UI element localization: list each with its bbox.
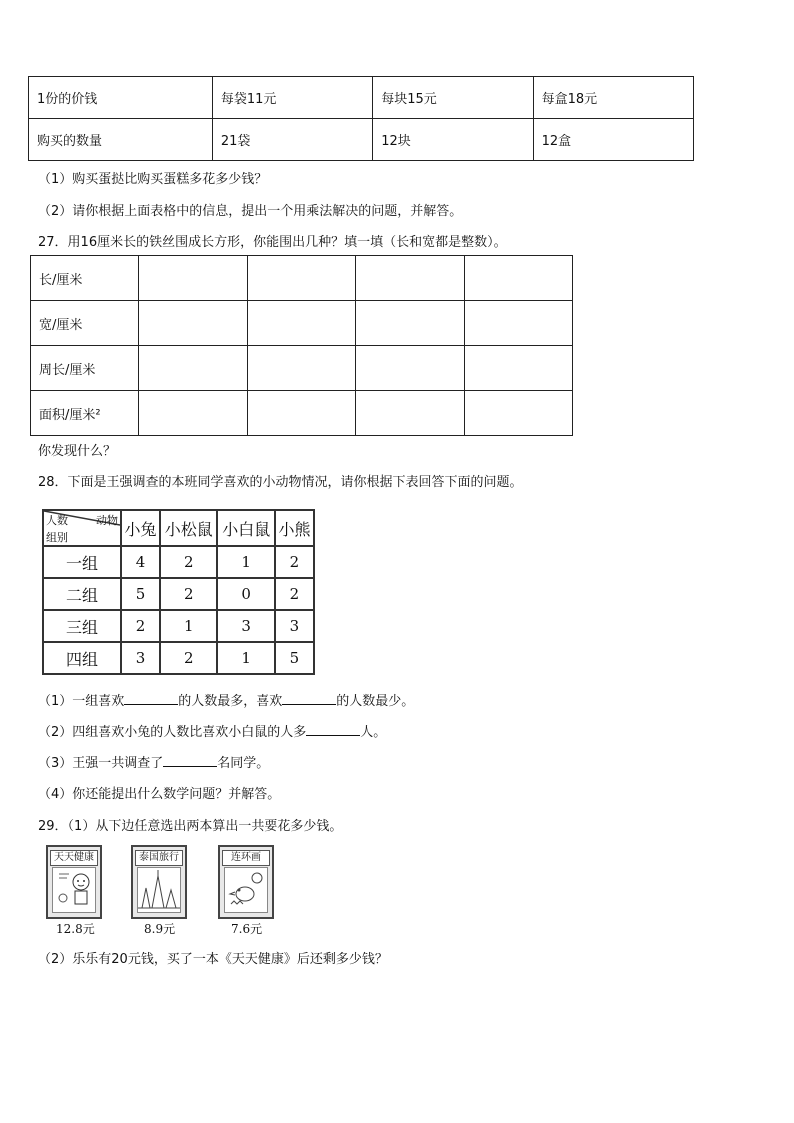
q28-part1-text-a: （1）一组喜欢 — [38, 694, 125, 709]
answer-cell[interactable] — [464, 391, 573, 436]
table-cell: 2 — [160, 642, 217, 674]
q28-part1-text-b: 的人数最多，喜欢 — [178, 694, 283, 709]
table-row — [31, 346, 573, 391]
animal-survey-table — [42, 509, 315, 675]
table-header-row — [43, 510, 314, 546]
book-cover-bird-illustration — [224, 867, 268, 913]
book-health — [46, 845, 102, 919]
column-header: 小熊 — [275, 510, 314, 546]
answer-cell[interactable] — [356, 346, 465, 391]
boy-illustration — [53, 868, 95, 912]
q28-part3 — [38, 752, 269, 771]
book-price: 8.9元 — [144, 922, 176, 936]
rectangle-table — [30, 255, 573, 436]
answer-cell[interactable] — [139, 256, 248, 301]
table-cell: 2 — [121, 610, 160, 642]
table-row — [43, 610, 314, 642]
table-cell: 每盒18元 — [533, 77, 693, 119]
column-header: 小松鼠 — [160, 510, 217, 546]
table-cell: 5 — [121, 578, 160, 610]
row-label-area: 面积/厘米² — [31, 391, 139, 436]
book-cover-temple-illustration — [137, 867, 181, 913]
corner-label-count: 人数 — [46, 514, 68, 527]
q28-part1 — [38, 690, 414, 709]
answer-cell[interactable] — [356, 256, 465, 301]
table-corner-header — [43, 510, 121, 546]
q29-part2: （2）乐乐有20元钱，买了一本《天天健康》后还剩多少钱？ — [38, 952, 388, 967]
table-cell: 每块15元 — [373, 77, 533, 119]
answer-blank[interactable] — [163, 754, 217, 767]
table-cell: 1 — [217, 642, 274, 674]
q27-footer: 你发现什么？ — [38, 444, 117, 459]
table-cell: 2 — [275, 546, 314, 578]
table-cell: 5 — [275, 642, 314, 674]
row-header: 四组 — [43, 642, 121, 674]
q26-part2: （2）请你根据上面表格中的信息，提出一个用乘法解决的问题，并解答。 — [38, 204, 463, 219]
book-price: 7.6元 — [231, 922, 263, 936]
book-thailand-travel — [131, 845, 187, 919]
column-header: 小白鼠 — [217, 510, 274, 546]
table-row — [31, 301, 573, 346]
table-cell: 1 — [160, 610, 217, 642]
table-row — [43, 578, 314, 610]
answer-cell[interactable] — [464, 301, 573, 346]
row-label-width: 宽/厘米 — [31, 301, 139, 346]
answer-cell[interactable] — [139, 391, 248, 436]
book-title: 泰国旅行 — [135, 850, 183, 866]
table-cell: 1 — [217, 546, 274, 578]
table-cell: 12块 — [373, 119, 533, 161]
table-row — [43, 642, 314, 674]
answer-cell[interactable] — [247, 301, 356, 346]
answer-cell[interactable] — [139, 301, 248, 346]
table-cell: 2 — [275, 578, 314, 610]
price-table — [28, 76, 694, 161]
answer-cell[interactable] — [464, 256, 573, 301]
answer-blank[interactable] — [282, 692, 336, 705]
q28-part3-text-a: （3）王强一共调查了 — [38, 756, 164, 771]
answer-cell[interactable] — [139, 346, 248, 391]
book-price: 12.8元 — [56, 922, 95, 936]
corner-label-animal: 动物 — [96, 514, 118, 527]
table-cell: 3 — [121, 642, 160, 674]
answer-cell[interactable] — [247, 391, 356, 436]
table-row — [29, 119, 694, 161]
q28-part2-text-a: （2）四组喜欢小兔的人数比喜欢小白鼠的人多 — [38, 725, 307, 740]
table-cell: 0 — [217, 578, 274, 610]
answer-blank[interactable] — [306, 723, 360, 736]
q28-part3-text-b: 名同学。 — [217, 756, 270, 771]
answer-cell[interactable] — [247, 256, 356, 301]
table-cell: 3 — [275, 610, 314, 642]
table-cell: 2 — [160, 546, 217, 578]
table-cell: 每袋11元 — [212, 77, 372, 119]
book-cover-boy-illustration — [52, 867, 96, 913]
table-cell: 21袋 — [212, 119, 372, 161]
answer-blank[interactable] — [124, 692, 178, 705]
q28-part1-text-c: 的人数最少。 — [336, 694, 415, 709]
row-header: 二组 — [43, 578, 121, 610]
column-header: 小兔 — [121, 510, 160, 546]
answer-cell[interactable] — [356, 391, 465, 436]
q26-part1: （1）购买蛋挞比购买蛋糕多花多少钱？ — [38, 172, 268, 187]
table-cell: 3 — [217, 610, 274, 642]
row-label-perimeter: 周长/厘米 — [31, 346, 139, 391]
book-title: 天天健康 — [50, 850, 98, 866]
book-title: 连环画 — [222, 850, 270, 866]
q27-title: 27．用16厘米长的铁丝围成长方形，你能围出几种？填一填（长和宽都是整数）。 — [38, 235, 507, 250]
table-cell: 12盒 — [533, 119, 693, 161]
answer-cell[interactable] — [356, 301, 465, 346]
bird-illustration — [225, 868, 267, 912]
table-cell: 购买的数量 — [29, 119, 213, 161]
q28-title: 28．下面是王强调查的本班同学喜欢的小动物情况，请你根据下表回答下面的问题。 — [38, 475, 523, 490]
corner-label-group: 组别 — [46, 531, 68, 544]
table-row — [31, 391, 573, 436]
row-header: 一组 — [43, 546, 121, 578]
table-cell: 4 — [121, 546, 160, 578]
book-comic — [218, 845, 274, 919]
answer-cell[interactable] — [464, 346, 573, 391]
q29-part1: 29．（1）从下边任意选出两本算出一共要花多少钱。 — [38, 819, 343, 834]
answer-cell[interactable] — [247, 346, 356, 391]
table-row — [43, 546, 314, 578]
q28-part4: （4）你还能提出什么数学问题？并解答。 — [38, 787, 281, 802]
table-cell: 2 — [160, 578, 217, 610]
table-row — [31, 256, 573, 301]
row-header: 三组 — [43, 610, 121, 642]
row-label-length: 长/厘米 — [31, 256, 139, 301]
temple-illustration — [138, 868, 180, 912]
q28-part2-text-b: 人。 — [360, 725, 387, 740]
q28-part2 — [38, 721, 386, 740]
table-row — [29, 77, 694, 119]
table-cell: 1份的价钱 — [29, 77, 213, 119]
